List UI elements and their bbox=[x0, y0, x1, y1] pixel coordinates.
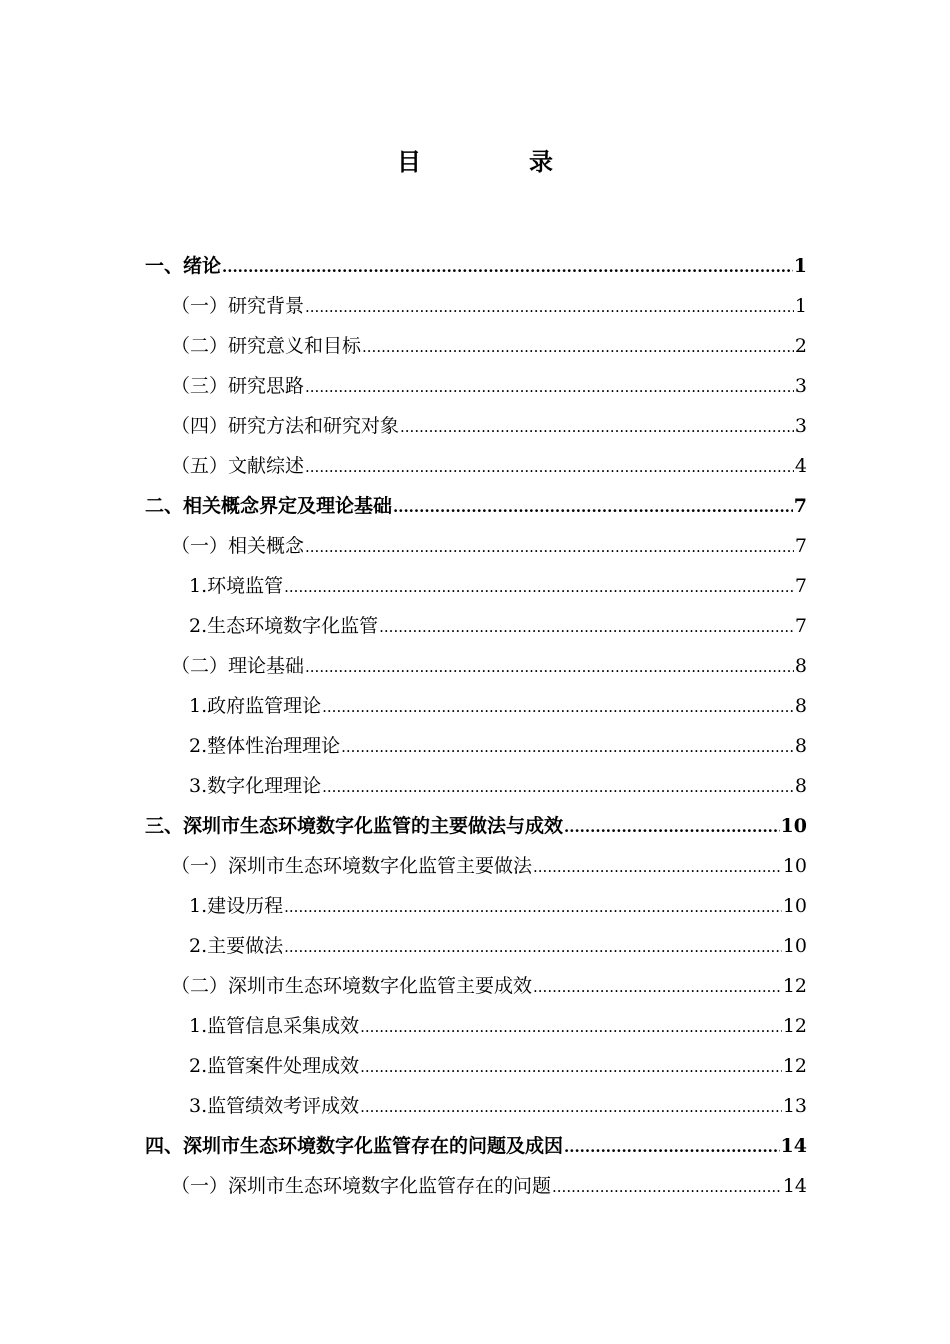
table-of-contents bbox=[145, 246, 807, 1206]
toc-entry-label: （二）研究意义和目标 bbox=[171, 335, 362, 357]
toc-page-number: 3 bbox=[794, 375, 807, 397]
toc-leader-dots bbox=[322, 687, 794, 727]
toc-page-number: 7 bbox=[794, 535, 807, 557]
toc-page-number: 7 bbox=[793, 495, 807, 517]
toc-leader-dots bbox=[284, 567, 794, 607]
toc-page-number: 1 bbox=[794, 295, 807, 317]
toc-title: 目 录 bbox=[397, 147, 595, 176]
toc-entry-level-3[interactable] bbox=[145, 1086, 807, 1126]
toc-page-number: 12 bbox=[782, 1055, 807, 1077]
toc-entry-label: （二）理论基础 bbox=[171, 655, 305, 677]
toc-entry-label: 2.整体性治理理论 bbox=[189, 735, 341, 757]
toc-page-number: 10 bbox=[782, 895, 807, 917]
toc-page-number: 3 bbox=[794, 415, 807, 437]
toc-leader-dots bbox=[533, 847, 782, 887]
toc-entry-label: （一）研究背景 bbox=[171, 295, 305, 317]
toc-leader-dots bbox=[341, 727, 794, 767]
toc-page-number: 8 bbox=[794, 655, 807, 677]
toc-leader-dots bbox=[533, 967, 782, 1007]
toc-leader-dots bbox=[305, 287, 794, 327]
toc-leader-dots bbox=[222, 247, 793, 287]
toc-entry-level-2[interactable] bbox=[145, 646, 807, 686]
toc-entry-level-2[interactable] bbox=[145, 526, 807, 566]
toc-entry-label: 1.政府监管理论 bbox=[189, 695, 322, 717]
toc-entry-label: 3.监管绩效考评成效 bbox=[189, 1095, 360, 1117]
toc-leader-dots bbox=[322, 767, 794, 807]
toc-leader-dots bbox=[305, 527, 794, 567]
toc-leader-dots bbox=[362, 327, 794, 367]
toc-entry-label: 二、相关概念界定及理论基础 bbox=[145, 495, 393, 517]
toc-entry-level-1[interactable] bbox=[145, 1126, 807, 1166]
toc-entry-label: 三、深圳市生态环境数字化监管的主要做法与成效 bbox=[145, 815, 564, 837]
toc-entry-level-2[interactable] bbox=[145, 1166, 807, 1206]
toc-entry-level-3[interactable] bbox=[145, 886, 807, 926]
toc-leader-dots bbox=[379, 607, 794, 647]
toc-page-number: 7 bbox=[794, 575, 807, 597]
toc-entry-label: 2.监管案件处理成效 bbox=[189, 1055, 360, 1077]
toc-entry-level-2[interactable] bbox=[145, 966, 807, 1006]
toc-entry-label: （一）深圳市生态环境数字化监管存在的问题 bbox=[171, 1175, 552, 1197]
toc-leader-dots bbox=[564, 807, 780, 847]
toc-page-number: 10 bbox=[782, 855, 807, 877]
toc-entry-label: 四、深圳市生态环境数字化监管存在的问题及成因 bbox=[145, 1135, 564, 1157]
toc-leader-dots bbox=[284, 887, 782, 927]
toc-leader-dots bbox=[400, 407, 794, 447]
toc-entry-level-3[interactable] bbox=[145, 926, 807, 966]
toc-page-number: 14 bbox=[782, 1175, 807, 1197]
toc-leader-dots bbox=[360, 1007, 782, 1047]
toc-page-number: 8 bbox=[794, 735, 807, 757]
toc-page-number: 7 bbox=[794, 615, 807, 637]
toc-entry-label: （二）深圳市生态环境数字化监管主要成效 bbox=[171, 975, 533, 997]
toc-entry-label: （三）研究思路 bbox=[171, 375, 305, 397]
toc-page-number: 14 bbox=[780, 1135, 807, 1157]
toc-page-number: 10 bbox=[782, 935, 807, 957]
toc-leader-dots bbox=[360, 1047, 782, 1087]
toc-entry-level-3[interactable] bbox=[145, 566, 807, 606]
toc-entry-level-2[interactable] bbox=[145, 406, 807, 446]
toc-entry-level-3[interactable] bbox=[145, 726, 807, 766]
toc-page-number: 2 bbox=[794, 335, 807, 357]
toc-page-number: 8 bbox=[794, 695, 807, 717]
toc-leader-dots bbox=[393, 487, 793, 527]
toc-entry-level-1[interactable] bbox=[145, 486, 807, 526]
toc-leader-dots bbox=[360, 1087, 782, 1127]
toc-entry-label: （一）深圳市生态环境数字化监管主要做法 bbox=[171, 855, 533, 877]
toc-leader-dots bbox=[284, 927, 782, 967]
toc-entry-level-1[interactable] bbox=[145, 806, 807, 846]
toc-entry-label: 2.主要做法 bbox=[189, 935, 284, 957]
toc-page-number: 13 bbox=[782, 1095, 807, 1117]
toc-entry-level-3[interactable] bbox=[145, 606, 807, 646]
toc-leader-dots bbox=[305, 367, 794, 407]
toc-entry-label: 1.环境监管 bbox=[189, 575, 284, 597]
toc-page-number: 1 bbox=[793, 255, 807, 277]
toc-entry-level-1[interactable] bbox=[145, 246, 807, 286]
toc-entry-label: 1.监管信息采集成效 bbox=[189, 1015, 360, 1037]
toc-entry-level-2[interactable] bbox=[145, 286, 807, 326]
toc-entry-level-2[interactable] bbox=[145, 326, 807, 366]
toc-leader-dots bbox=[305, 647, 794, 687]
toc-entry-label: （五）文献综述 bbox=[171, 455, 305, 477]
toc-page-number: 12 bbox=[782, 1015, 807, 1037]
toc-leader-dots bbox=[305, 447, 794, 487]
toc-entry-label: 3.数字化理理论 bbox=[189, 775, 322, 797]
toc-entry-label: （四）研究方法和研究对象 bbox=[171, 415, 400, 437]
toc-entry-level-3[interactable] bbox=[145, 1046, 807, 1086]
toc-entry-level-3[interactable] bbox=[145, 766, 807, 806]
toc-page-number: 8 bbox=[794, 775, 807, 797]
toc-leader-dots bbox=[564, 1127, 780, 1167]
toc-entry-level-3[interactable] bbox=[145, 1006, 807, 1046]
toc-entry-label: （一）相关概念 bbox=[171, 535, 305, 557]
toc-leader-dots bbox=[552, 1167, 782, 1207]
toc-page-number: 12 bbox=[782, 975, 807, 997]
toc-entry-level-3[interactable] bbox=[145, 686, 807, 726]
toc-entry-label: 2.生态环境数字化监管 bbox=[189, 615, 379, 637]
toc-entry-label: 1.建设历程 bbox=[189, 895, 284, 917]
toc-entry-label: 一、绪论 bbox=[145, 255, 222, 277]
toc-entry-level-2[interactable] bbox=[145, 846, 807, 886]
toc-entry-level-2[interactable] bbox=[145, 446, 807, 486]
toc-entry-level-2[interactable] bbox=[145, 366, 807, 406]
toc-page-number: 4 bbox=[794, 455, 807, 477]
toc-page-number: 10 bbox=[780, 815, 807, 837]
